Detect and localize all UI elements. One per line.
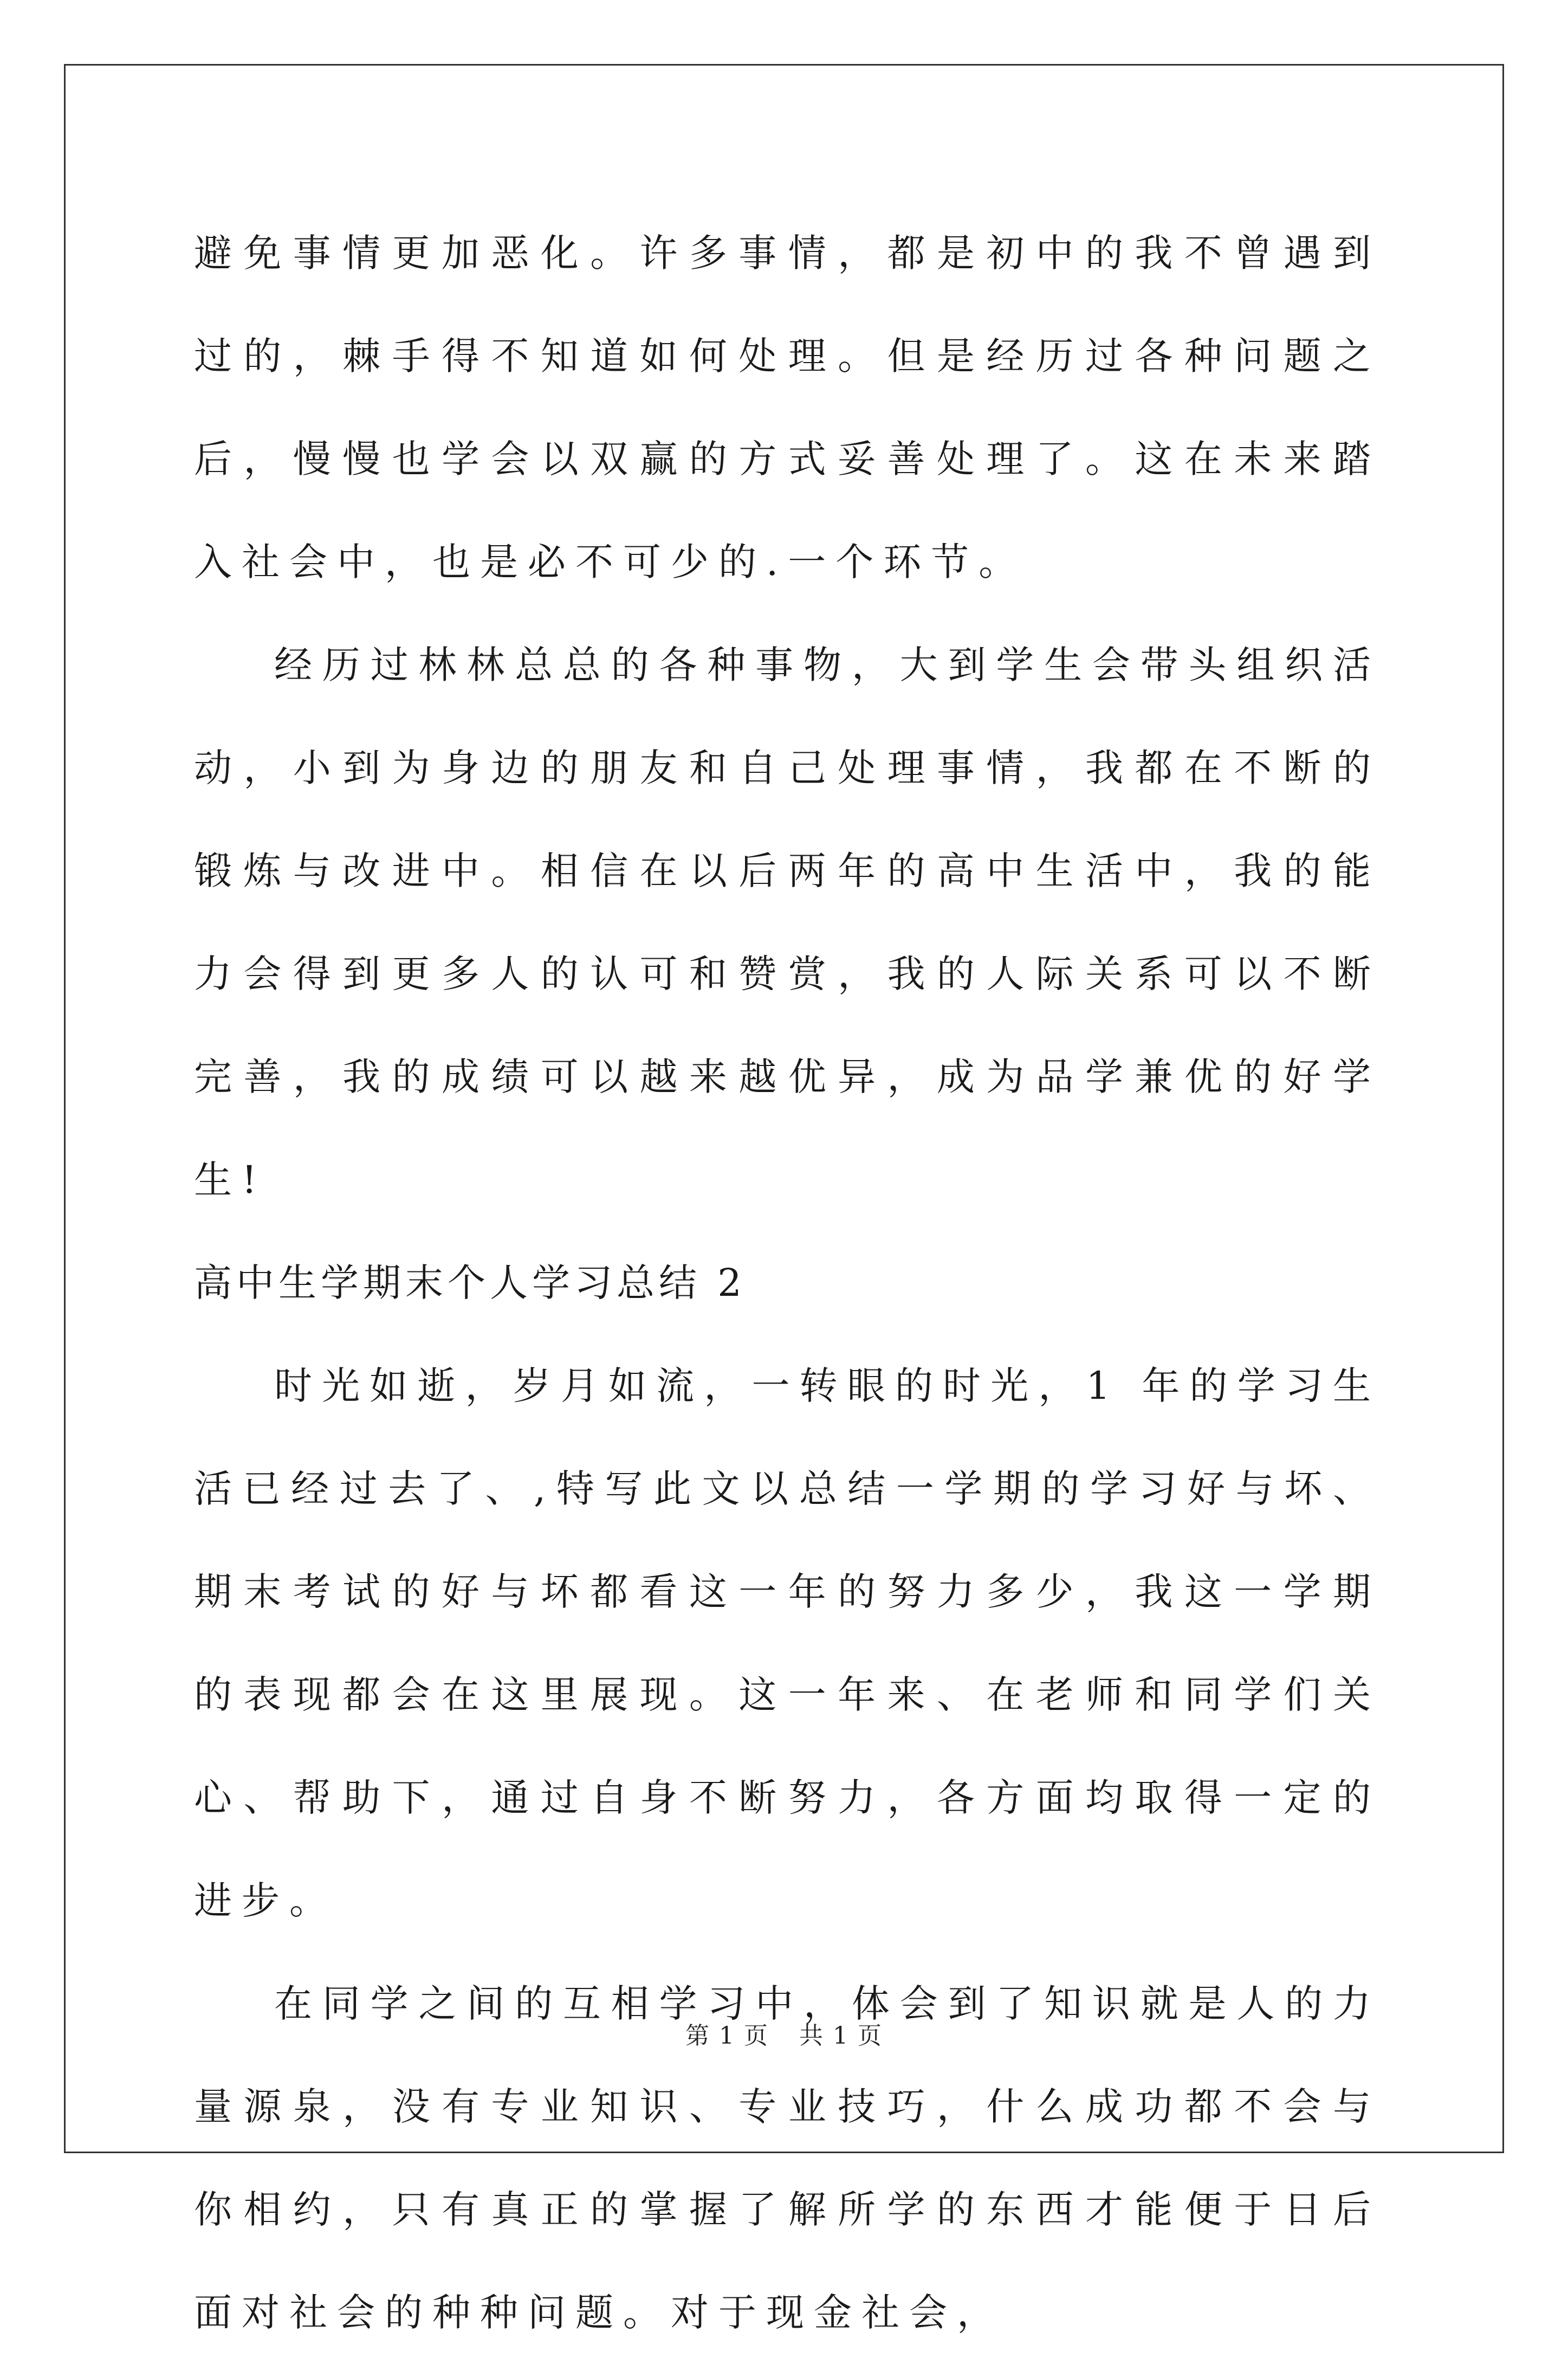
page-total: 共 1 页 <box>799 2022 883 2050</box>
page-footer <box>0 2016 1568 2051</box>
paragraph-2: 经历过林林总总的各种事物，大到学生会带头组织活动，小到为身边的朋友和自己处理事情，我都在不断的锻炼与改进中。相信在以后两年的高中生活中，我的能力会得到更多人的认可和赞赏，我的人际关系可以不断完善，我的成绩可以越来越优异，成为品学兼优的好学生! <box>194 643 1381 1202</box>
paragraph-3: 时光如逝，岁月如流，一转眼的时光，1 年的学习生活已经过去了、,特写此文以总结一学期的学习好与坏、期末考试的好与坏都看这一年的努力多少，我这一学期的表现都会在这里展现。这一年来、在老师和同学们关心、帮助下，通过自身不断努力，各方面均取得一定的进步。 <box>194 1364 1381 1923</box>
paragraph-1: 避免事情更加恶化。许多事情，都是初中的我不曾遇到过的，棘手得不知道如何处理。但是经历过各种问题之后，慢慢也学会以双赢的方式妥善处理了。这在未来踏入社会中，也是必不可少的.一个环节。 <box>194 231 1381 584</box>
section-heading: 高中生学期末个人学习总结 2 <box>194 1261 746 1305</box>
page-number: 第 1 页 <box>685 2022 769 2050</box>
paragraph-4: 在同学之间的互相学习中，体会到了知识就是人的力量源泉，没有专业知识、专业技巧，什么成功都不会与你相约，只有真正的掌握了解所学的东西才能便于日后面对社会的种种问题。对于现金社会， <box>194 1981 1381 2335</box>
